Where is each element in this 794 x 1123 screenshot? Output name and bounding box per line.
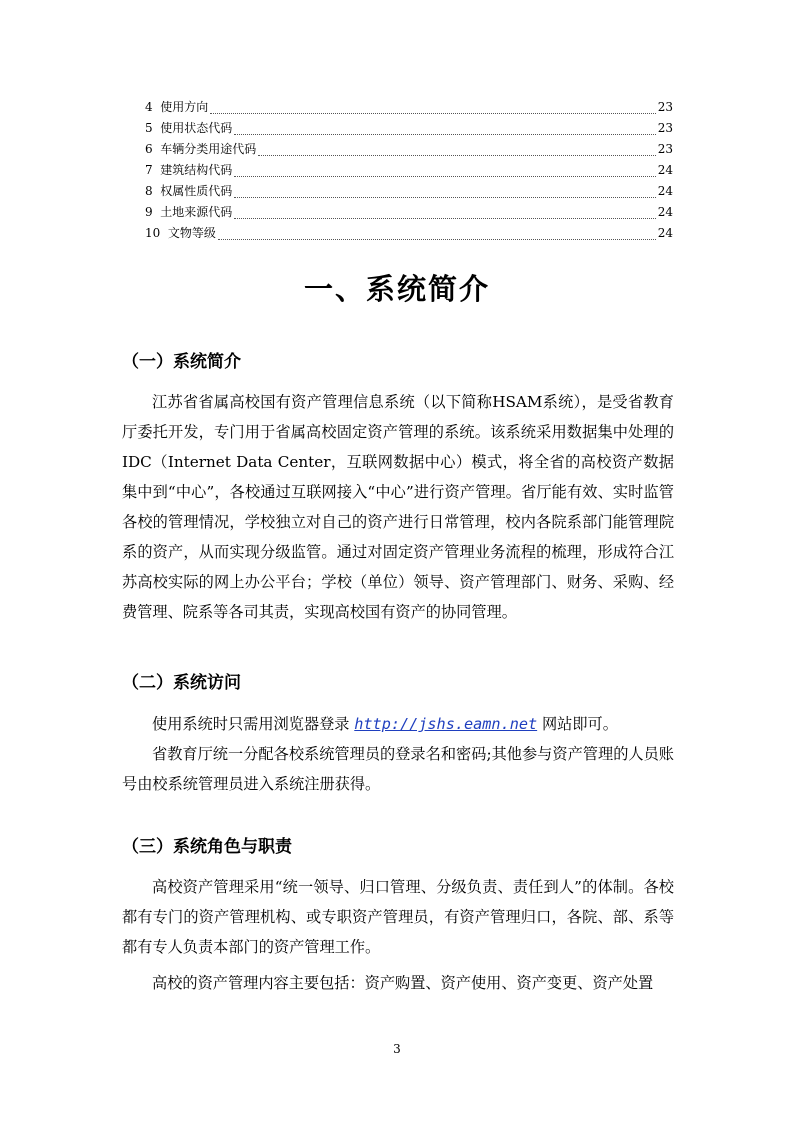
- access-text-before: 使用系统时只需用浏览器登录: [152, 715, 350, 733]
- toc-entry-number: 4: [145, 100, 153, 114]
- toc-leader-dots: [234, 196, 655, 198]
- toc-entry-number: 10: [145, 226, 161, 240]
- toc-entry-page: 24: [657, 205, 673, 219]
- toc-leader-dots: [258, 154, 655, 156]
- toc-entry-title: 车辆分类用途代码: [160, 142, 257, 156]
- toc-entry-page: 24: [657, 184, 673, 198]
- toc-entry-title: 使用状态代码: [160, 121, 233, 135]
- toc-entry-title: 土地来源代码: [160, 205, 233, 219]
- access-paragraph-1: [122, 709, 674, 739]
- toc-leader-dots: [234, 133, 655, 135]
- toc-entry-title: 建筑结构代码: [160, 163, 233, 177]
- toc-entry-number: 5: [145, 121, 153, 135]
- section-heading-intro: （一）系统简介: [122, 352, 241, 372]
- access-text-after: 网站即可。: [541, 715, 618, 733]
- system-url-link[interactable]: http://jshs.eamn.net: [354, 715, 538, 733]
- toc-entry-page: 23: [657, 100, 673, 114]
- toc-leader-dots: [210, 112, 655, 114]
- roles-paragraph-1: 高校资产管理采用“统一领导、归口管理、分级负责、责任到人”的体制。各校都有专门的资产管理机构、或专职资产管理员，有资产管理归口，各院、部、系等都有专人负责本部门的资产管理工作。: [122, 878, 674, 956]
- toc-entry-page: 24: [657, 226, 673, 240]
- toc-entry-page: 23: [657, 121, 673, 135]
- toc-entry-number: 6: [145, 142, 153, 156]
- toc-leader-dots: [234, 217, 655, 219]
- toc-entry[interactable]: [145, 202, 673, 223]
- toc-entry-title: 文物等级: [167, 226, 216, 240]
- toc-entry-title: 使用方向: [160, 100, 209, 114]
- table-of-contents: [145, 97, 673, 244]
- toc-entry[interactable]: [145, 118, 673, 139]
- toc-entry-number: 9: [145, 205, 153, 219]
- toc-leader-dots: [218, 238, 656, 240]
- toc-entry[interactable]: [145, 97, 673, 118]
- toc-entry-page: 23: [657, 142, 673, 156]
- toc-entry[interactable]: [145, 139, 673, 160]
- toc-leader-dots: [234, 175, 655, 177]
- chapter-heading: 一、系统简介: [303, 272, 490, 306]
- intro-paragraph: 江苏省省属高校国有资产管理信息系统（以下简称HSAM系统），是受省教育厅委托开发，专门用于省属高校固定资产管理的系统。该系统采用数据集中处理的IDC（Internet Data Center，互联网数据中心）模式，将全省的高校资产数据集中到“中心”，各校通过互联网接入“中心”进行资产管理。省厅能有效、实时监管各校的管理情况，学校独立对自己的资产进行日常管理，校内各院系部门能管理院系的资产，从而实现分级监管。通过对固定资产管理业务流程的梳理，形成符合江苏高校实际的网上办公平台；学校（单位）领导、资产管理部门、财务、采购、经费管理、院系等各司其责，实现高校国有资产的协同管理。: [122, 393, 674, 621]
- toc-entry-number: 8: [145, 184, 153, 198]
- toc-entry-number: 7: [145, 163, 153, 177]
- roles-paragraph-2: 高校的资产管理内容主要包括：资产购置、资产使用、资产变更、资产处置: [152, 974, 654, 992]
- section-heading-access: （二）系统访问: [122, 673, 241, 693]
- toc-entry-title: 权属性质代码: [160, 184, 233, 198]
- toc-entry-page: 24: [657, 163, 673, 177]
- toc-entry[interactable]: [145, 181, 673, 202]
- toc-entry[interactable]: [145, 223, 673, 244]
- section-heading-roles: （三）系统角色与职责: [122, 837, 292, 857]
- toc-entry[interactable]: [145, 160, 673, 181]
- access-paragraph-2: 省教育厅统一分配各校系统管理员的登录名和密码;其他参与资产管理的人员账号由校系统管理员进入系统注册获得。: [122, 745, 674, 793]
- page-number: 3: [393, 1042, 401, 1056]
